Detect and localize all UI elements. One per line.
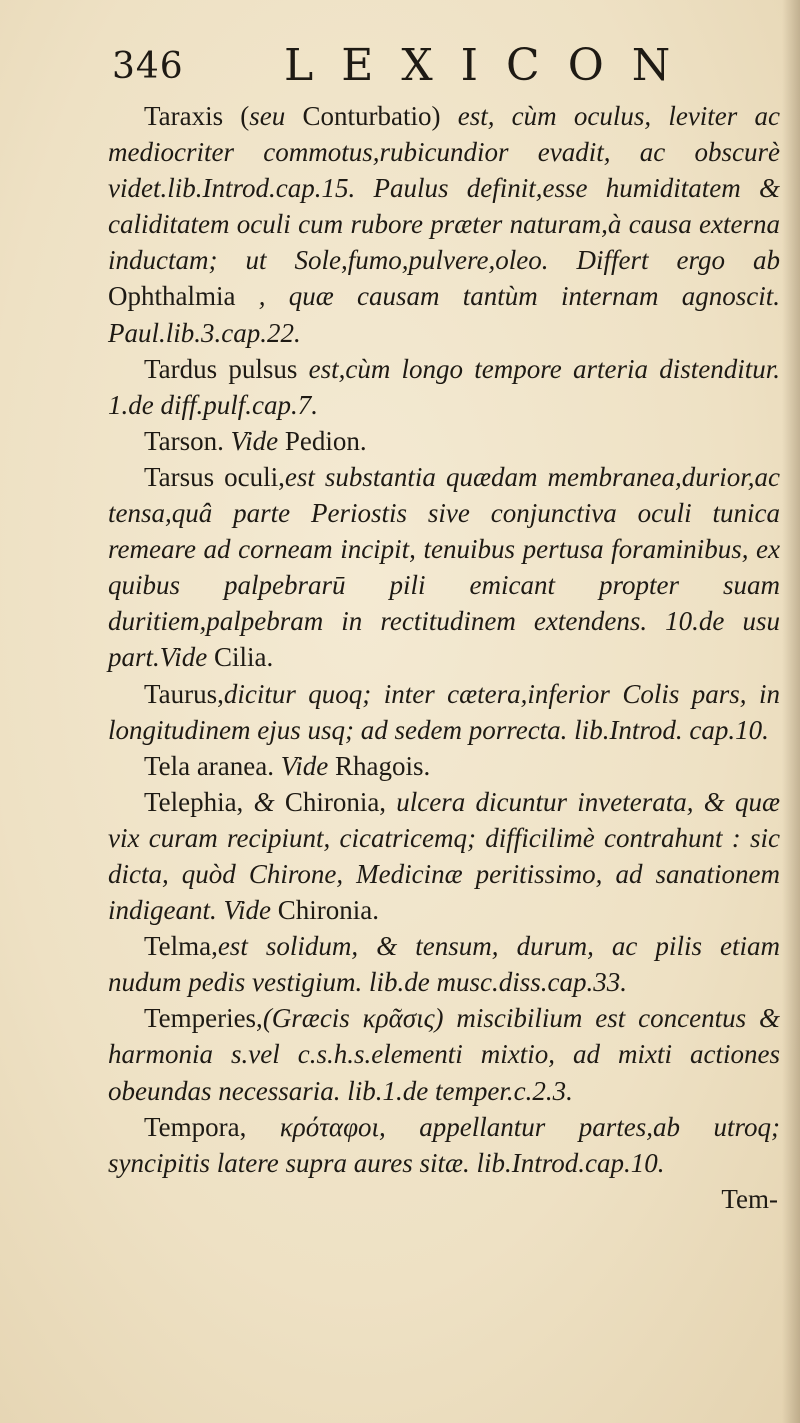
entry-telephia bbox=[108, 784, 780, 928]
entry-definition: est substantia quædam membranea,durior,ac tensa,quâ parte Periostis sive conjunctiva oculi tunica remeare ad corneam incipit, tenuibus pertusa foraminibus, ex quibus palpebrarū pili emicant propter suam duritiem,palpebram in rectitudinem extendens. 10.de usu part.Vide bbox=[108, 461, 780, 673]
entry-headword: Telma, bbox=[144, 931, 218, 962]
catchword: Tem- bbox=[721, 1183, 778, 1214]
entry-headword: Tempora, bbox=[144, 1111, 280, 1142]
entry-connector: & bbox=[253, 786, 285, 817]
entry-definition: est,cùm longo tempore arteria distenditur. 1.de diff.pulf.cap.7. bbox=[108, 353, 781, 420]
entry-crossref: Pedion. bbox=[284, 425, 367, 456]
entry-headword: Tela aranea. bbox=[144, 750, 281, 781]
entry-crossref: Chironia. bbox=[277, 895, 379, 926]
entry-definition-tail: , quæ causam tantùm internam agnoscit. Paul.lib.3.cap.22. bbox=[108, 281, 780, 348]
entry-definition: Vide bbox=[280, 750, 335, 781]
entry-tarson bbox=[108, 423, 780, 459]
entry-headword: Temperies, bbox=[144, 1003, 263, 1034]
entry-headword: Telephia, bbox=[144, 786, 254, 817]
entry-tela-aranea bbox=[108, 748, 780, 784]
entry-headword: Taraxis ( bbox=[144, 101, 250, 131]
entry-headword: Tarsus oculi, bbox=[144, 461, 285, 492]
entry-definition: dicitur quoq; inter cætera,inferior Colis pars, in longitudinem ejus usq; ad sedem porrecta. lib.Introd. cap.10. bbox=[108, 678, 780, 745]
entry-headword: Tardus pulsus bbox=[144, 353, 309, 384]
entry-crossref: Rhagois. bbox=[335, 750, 431, 781]
entry-crossref: Cilia. bbox=[213, 642, 274, 673]
entry-definition: est, cùm oculus, leviter ac mediocriter commotus,rubicundior evadit, ac obscurè videt.lib.Introd.cap.15. Paulus definit,esse humiditatem & caliditatem oculi cum rubore præter naturam,à causa externa inductam; ut Sole,fumo,pulvere,oleo. Differt ergo ab bbox=[108, 101, 780, 276]
page-number: 346 bbox=[112, 46, 184, 87]
entry-definition: Vide bbox=[230, 425, 285, 456]
entry-tarsus-oculi bbox=[108, 459, 780, 676]
entry-crossref: Ophthalmia bbox=[108, 281, 236, 312]
page-edge-shadow bbox=[782, 0, 800, 1423]
entry-tempora bbox=[108, 1109, 780, 1181]
entry-taraxis bbox=[108, 98, 780, 351]
entry-definition: est solidum, & tensum, durum, ac pilis etiam nudum pedis vestigium. lib.de musc.diss.cap.33. bbox=[108, 931, 780, 998]
entry-headword-alt: Chironia, bbox=[284, 786, 397, 817]
entry-headword-note: seu bbox=[249, 101, 286, 131]
entry-headword-alt: Conturbatio) bbox=[285, 101, 458, 131]
entry-tardus-pulsus bbox=[108, 351, 780, 423]
entry-temperies bbox=[108, 1000, 780, 1108]
entry-telma bbox=[108, 928, 780, 1000]
lexicon-entries bbox=[108, 98, 780, 1217]
entry-definition: ulcera dicuntur inveterata, & quæ vix curam recipiunt, cicatricemq; difficilimè contrahunt : sic dicta, quòd Chirone, Medicinæ peritissimo, ad sanationem indigeant. Vide bbox=[108, 786, 780, 926]
entry-definition: κρόταφοι, appellantur partes,ab utroq; syncipitis latere supra aures sitæ. lib.Introd.cap.10. bbox=[108, 1111, 781, 1178]
entry-headword: Taurus, bbox=[144, 678, 224, 709]
entry-headword: Tarson. bbox=[144, 425, 231, 456]
entry-definition: (Græcis κρᾶσις) miscibilium est concentus & harmonia s.vel c.s.h.s.elementi mixtio, ad mixti actiones obeundas necessaria. lib.1.de temper.c.2.3. bbox=[108, 1003, 780, 1106]
entry-taurus bbox=[108, 676, 780, 748]
running-title: LEXICON bbox=[284, 40, 699, 91]
page-header bbox=[112, 40, 752, 100]
